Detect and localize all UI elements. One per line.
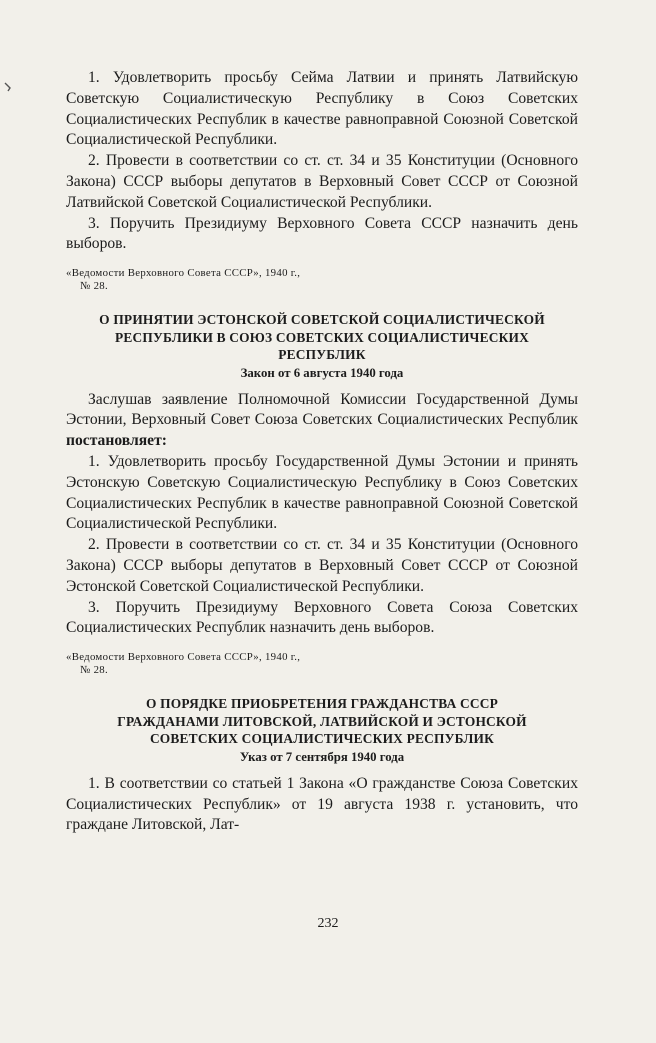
paragraph: 3. Поручить Президиуму Верховного Совета СССР назначить день выборов. [66, 214, 578, 253]
paragraph: 3. Поручить Президиуму Верховного Совета Союза Советских Социалистических Республик назначить день выборов. [66, 598, 578, 637]
paragraph: 1. Удовлетворить просьбу Государственной Думы Эстонии и принять Эстонскую Советскую Социалистическую Республику в Союз Советских Социалистических Республик в качестве равноправной Союзной Советской Социалистической Республики. [66, 453, 578, 533]
source-citation [66, 651, 578, 677]
paragraph: 2. Провести в соответствии со ст. ст. 34 и 35 Конституции (Основного Закона) СССР выборы депутатов в Верховный Совет СССР от Союзной Эстонской Советской Социалистической Республики. [66, 536, 578, 595]
source-line: № 28. [80, 280, 108, 293]
section-title [66, 311, 578, 364]
section-subtitle: Закон от 6 августа 1940 года [240, 365, 404, 380]
scan-artifact-mark [4, 82, 12, 92]
title-line: ГРАЖДАНАМИ ЛИТОВСКОЙ, ЛАТВИЙСКОЙ И ЭСТОНСКОЙ [117, 713, 527, 729]
title-line: РЕСПУБЛИК [278, 347, 366, 363]
paragraph: 2. Провести в соответствии со ст. ст. 34 и 35 Конституции (Основного Закона) СССР выборы депутатов в Верховный Совет СССР от Союзной Латвийской Советской Социалистической Республики. [66, 152, 578, 211]
document-page [66, 68, 578, 836]
preamble-text: Заслушав заявление Полномочной Комиссии Государственной Думы Эстонии, Верховный Совет Союза Советских Социалистических Республик [66, 390, 578, 429]
source-line: «Ведомости Верховного Совета СССР», 1940 г., [66, 651, 301, 664]
preamble [66, 390, 578, 452]
latvia-decree-section [66, 68, 578, 293]
paragraph: 1. Удовлетворить просьбу Сейма Латвии и принять Латвийскую Советскую Социалистическую Республику в Союз Советских Социалистических Республик в качестве равноправной Союзной Советской Социалистической Республики. [66, 69, 578, 149]
title-line: СОВЕТСКИХ СОЦИАЛИСТИЧЕСКИХ РЕСПУБЛИК [149, 731, 495, 747]
title-line: О ПРИНЯТИИ ЭСТОНСКОЙ СОВЕТСКОЙ СОЦИАЛИСТИЧЕСКОЙ [99, 312, 545, 328]
paragraph: 1. В соответствии со статьей 1 Закона «О гражданстве Союза Советских Социалистических Республик» от 19 августа 1938 г. установить, что граждане Литовской, Лат- [66, 774, 578, 834]
section-subtitle: Указ от 7 сентября 1940 года [239, 749, 405, 764]
title-line: РЕСПУБЛИКИ В СОЮЗ СОВЕТСКИХ СОЦИАЛИСТИЧЕСКИХ [115, 329, 529, 345]
source-citation [66, 267, 578, 293]
title-line: О ПОРЯДКЕ ПРИОБРЕТЕНИЯ ГРАЖДАНСТВА СССР [146, 696, 498, 712]
preamble-verb: постановляет: [66, 432, 167, 450]
source-line: «Ведомости Верховного Совета СССР», 1940 г., [66, 267, 301, 280]
source-line: № 28. [80, 664, 108, 677]
section-title [66, 695, 578, 748]
page-number: 232 [317, 916, 339, 931]
estonia-law-section [66, 311, 578, 677]
citizenship-decree-section [66, 695, 578, 836]
